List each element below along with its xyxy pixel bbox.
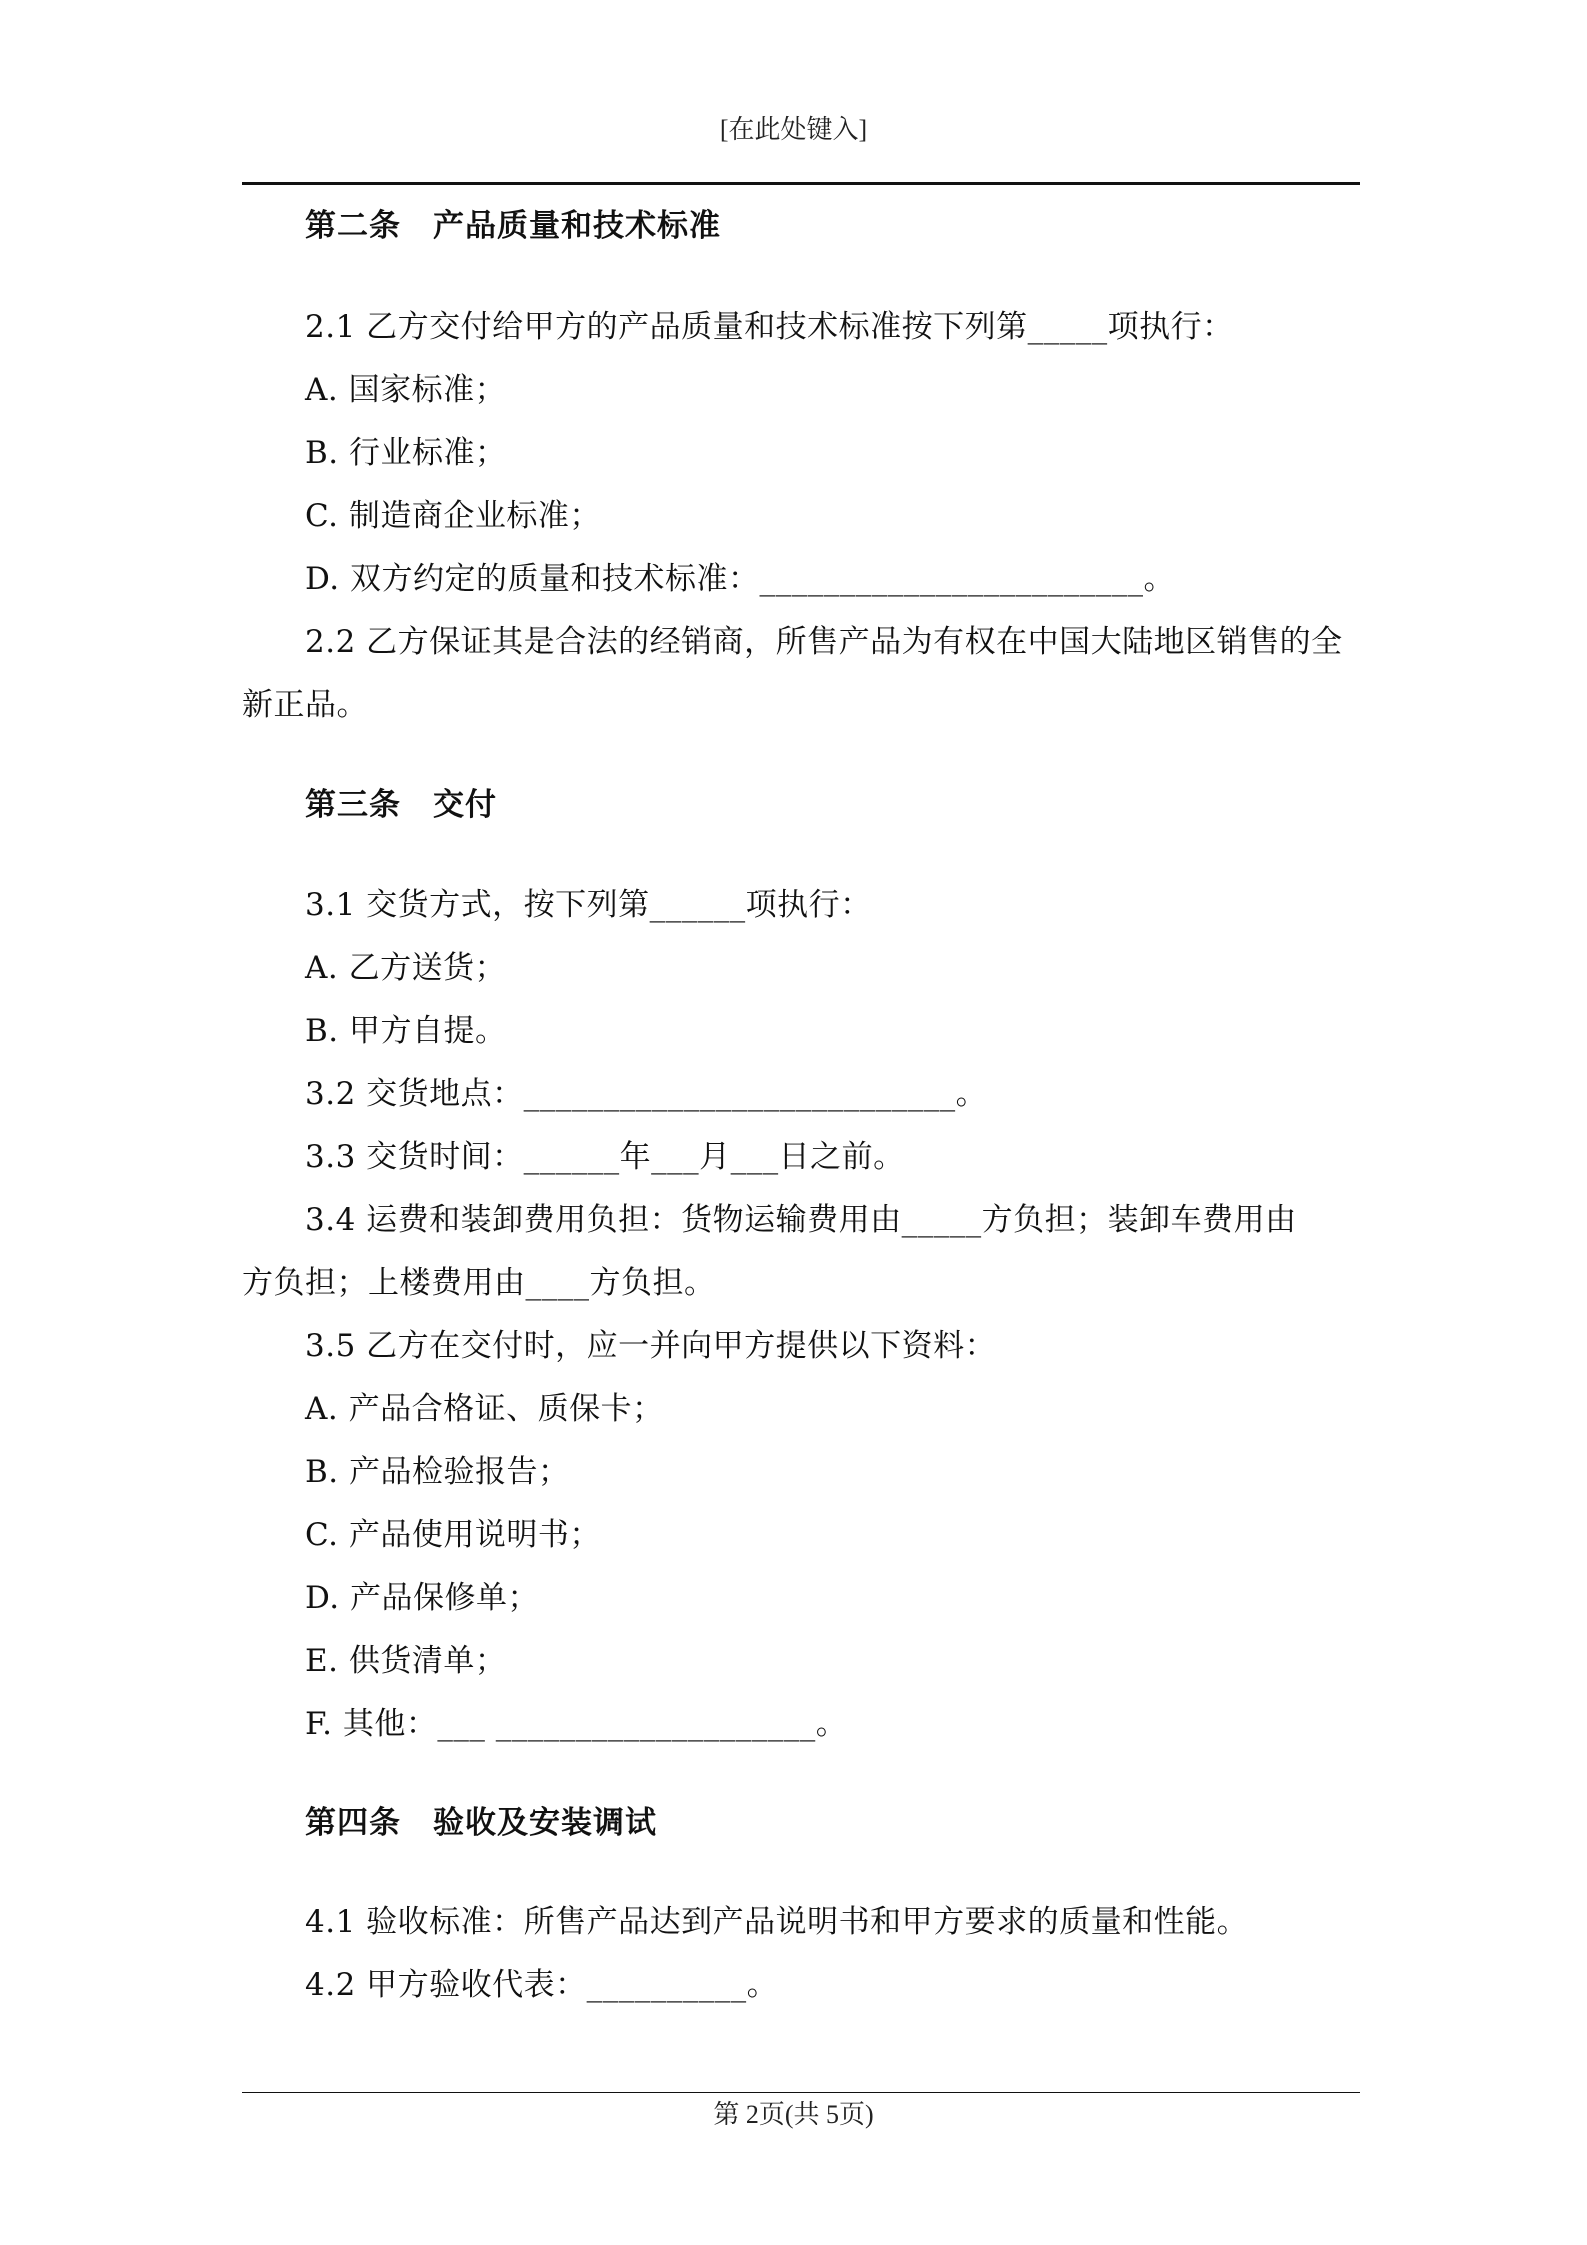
page-header: [在此处键入] bbox=[719, 115, 868, 144]
clause-2-2-line-2: 新正品。 bbox=[242, 687, 368, 723]
clause-3-3: 3.3 交货时间：______年___月___日之前。 bbox=[305, 1139, 905, 1175]
clause-2-1-option-a: A. 国家标准； bbox=[305, 372, 507, 408]
clause-2-1-option-b: B. 行业标准； bbox=[305, 435, 507, 471]
clause-2-2-line-1: 2.2 乙方保证其是合法的经销商，所售产品为有权在中国大陆地区销售的全 bbox=[305, 624, 1343, 660]
clause-2-1: 2.1 乙方交付给甲方的产品质量和技术标准按下列第_____项执行： bbox=[305, 309, 1234, 345]
clause-3-1: 3.1 交货方式，按下列第______项执行： bbox=[305, 887, 872, 923]
clause-4-2: 4.2 甲方验收代表：__________。 bbox=[305, 1967, 779, 2003]
clause-4-1: 4.1 验收标准：所售产品达到产品说明书和甲方要求的质量和性能。 bbox=[305, 1904, 1249, 1940]
clause-3-5-item-d: D. 产品保修单； bbox=[305, 1580, 539, 1616]
clause-3-1-option-a: A. 乙方送货； bbox=[305, 950, 507, 986]
clause-3-4-line-1: 3.4 运费和装卸费用负担：货物运输费用由_____方负担；装卸车费用由 bbox=[305, 1202, 1297, 1238]
section-4-title: 第四条 验收及安装调试 bbox=[305, 1805, 657, 1841]
header-rule bbox=[242, 182, 1360, 185]
clause-2-1-option-c: C. 制造商企业标准； bbox=[305, 498, 601, 534]
footer-rule bbox=[242, 2092, 1360, 2093]
clause-3-5: 3.5 乙方在交付时，应一并向甲方提供以下资料： bbox=[305, 1328, 997, 1364]
clause-3-5-item-c: C. 产品使用说明书； bbox=[305, 1517, 601, 1553]
clause-2-1-option-d: D. 双方约定的质量和技术标准：________________________。 bbox=[305, 561, 1175, 597]
section-2-title: 第二条 产品质量和技术标准 bbox=[305, 208, 721, 244]
section-3-title: 第三条 交付 bbox=[305, 787, 497, 823]
clause-3-2: 3.2 交货地点：___________________________。 bbox=[305, 1076, 988, 1112]
clause-3-5-item-e: E. 供货清单； bbox=[305, 1643, 507, 1679]
clause-3-5-item-a: A. 产品合格证、质保卡； bbox=[305, 1391, 664, 1427]
clause-3-4-line-2: 方负担；上楼费用由____方负担。 bbox=[242, 1265, 716, 1301]
page-footer: 第 2页(共 5页) bbox=[713, 2100, 874, 2129]
clause-3-5-item-b: B. 产品检验报告； bbox=[305, 1454, 570, 1490]
clause-3-1-option-b: B. 甲方自提。 bbox=[305, 1013, 507, 1049]
clause-3-5-item-f: F. 其他：___ ____________________。 bbox=[305, 1706, 848, 1742]
